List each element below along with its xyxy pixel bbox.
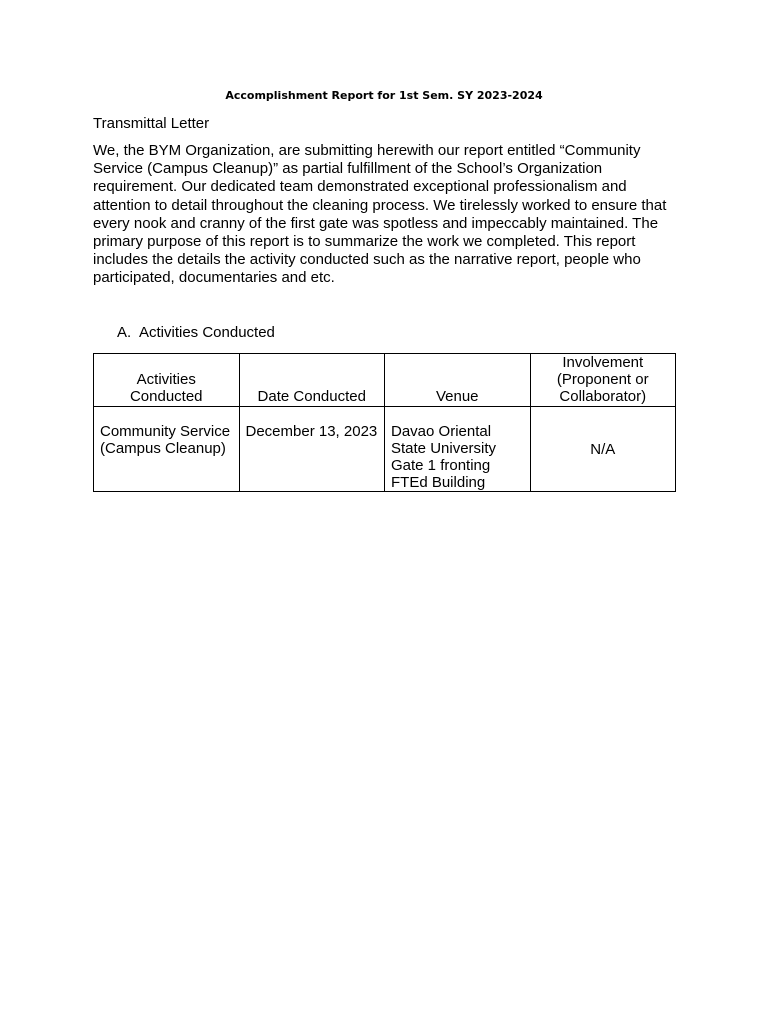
cell-venue: Davao Oriental State University Gate 1 fronting FTEd Building <box>385 407 531 492</box>
table-header-row <box>94 354 676 407</box>
header-venue: Venue <box>385 354 531 407</box>
section-heading <box>117 324 275 342</box>
letter-heading: Transmittal Letter <box>93 115 210 132</box>
cell-activity: Community Service (Campus Cleanup) <box>94 407 240 492</box>
cell-date: December 13, 2023 <box>239 407 385 492</box>
section-title: Activities Conducted <box>139 324 275 341</box>
header-date: Date Conducted <box>239 354 385 407</box>
table-row <box>94 407 676 492</box>
header-activities: Activities Conducted <box>94 354 240 407</box>
cell-involvement: N/A <box>530 407 676 492</box>
report-title: Accomplishment Report for 1st Sem. SY 2023-2024 <box>225 89 543 102</box>
activities-table <box>93 353 676 492</box>
letter-body: We, the BYM Organization, are submitting herewith our report entitled “Community Service (Campus Cleanup)” as partial fulfillment of the School’s Organization requirement. Our dedicated team demonstrated exceptional professionalism and attention to detail throughout the cleaning process. We tirelessly worked to ensure that every nook and cranny of the first gate was spotless and impeccably maintained. The primary purpose of this report is to summarize the work we completed. This report includes the details the activity conducted such as the narrative report, people who participated, documentaries and etc. <box>93 142 667 287</box>
section-marker: A. <box>117 324 132 341</box>
header-involvement: Involvement (Proponent or Collaborator) <box>530 354 676 407</box>
